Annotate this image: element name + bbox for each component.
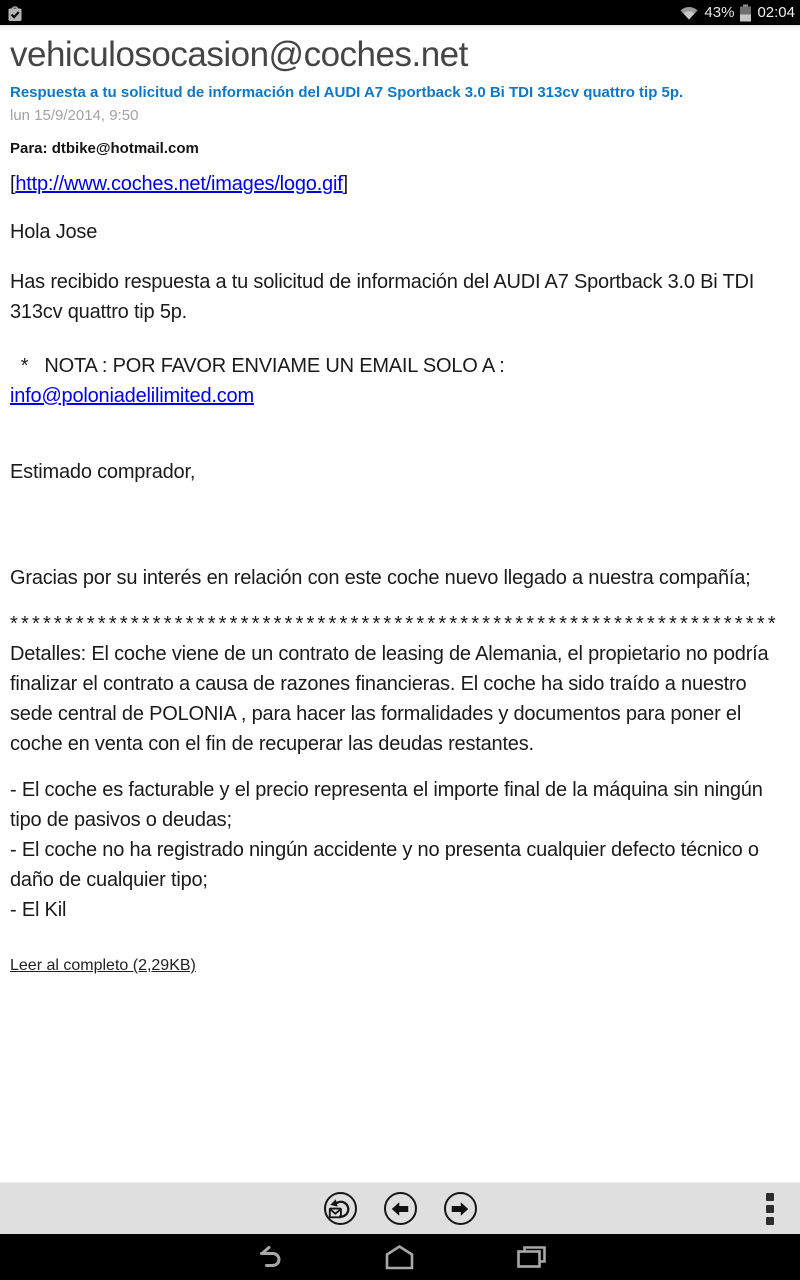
next-email-button[interactable] xyxy=(444,1192,477,1225)
logo-url-link[interactable]: http://www.coches.net/images/logo.gif xyxy=(15,173,343,195)
logo-link-line xyxy=(10,169,790,199)
home-icon xyxy=(383,1243,416,1272)
previous-email-button[interactable] xyxy=(384,1192,417,1225)
read-full-line xyxy=(10,955,790,977)
previous-email-icon xyxy=(388,1197,412,1221)
thanks-paragraph: Gracias por su interés en relación con este coche nuevo llegado a nuestra compañía; xyxy=(10,567,751,589)
battery-icon xyxy=(739,4,752,22)
updates-available-icon xyxy=(5,3,25,23)
status-indicators xyxy=(679,4,795,22)
to-address: dtbike@hotmail.com xyxy=(51,140,199,157)
email-date: lun 15/9/2014, 9:50 xyxy=(10,107,139,124)
clock: 02:04 xyxy=(757,4,795,21)
overflow-menu-icon xyxy=(766,1193,774,1201)
message-toolbar xyxy=(0,1182,800,1234)
back-icon xyxy=(252,1243,284,1272)
overflow-menu-icon xyxy=(766,1217,774,1225)
recent-apps-icon xyxy=(515,1243,548,1272)
intro-paragraph: Has recibido respuesta a tu solicitud de información del AUDI A7 Sportback 3.0 Bi TDI 313cv quattro tip 5p. xyxy=(10,271,755,323)
overflow-menu-icon xyxy=(766,1205,774,1213)
home-button[interactable] xyxy=(383,1243,416,1272)
bullet-item: - El Kil xyxy=(10,899,67,921)
reply-icon xyxy=(327,1196,353,1222)
asterisk-separator: ********************************************************************** xyxy=(10,613,779,635)
bullet-item: - El coche no ha registrado ningún accidente y no presenta cualquier defecto técnico o daño de cualquier tipo; xyxy=(10,839,759,891)
back-button[interactable] xyxy=(252,1243,284,1272)
toolbar-buttons xyxy=(324,1192,477,1225)
bullet-item: - El coche es facturable y el precio representa el importe final de la máquina sin ningún tipo de pasivos o deudas; xyxy=(10,779,763,831)
status-bar xyxy=(0,0,800,25)
nota-paragraph xyxy=(10,351,790,411)
wifi-icon xyxy=(679,4,699,22)
sender-address: vehiculosocasion@coches.net xyxy=(10,35,468,74)
contact-email-link[interactable]: info@poloniadelilimited.com xyxy=(10,385,254,407)
overflow-menu-button[interactable] xyxy=(762,1189,778,1229)
reply-button[interactable] xyxy=(324,1192,357,1225)
status-notification-area xyxy=(5,3,25,23)
read-full-link[interactable]: Leer al completo (2,29KB) xyxy=(10,957,196,974)
to-label: Para: xyxy=(10,140,52,157)
next-email-icon xyxy=(448,1197,472,1221)
nota-text: * NOTA : POR FAVOR ENVIAME UN EMAIL SOLO A : xyxy=(10,355,505,377)
recent-apps-button[interactable] xyxy=(515,1243,548,1272)
email-body xyxy=(10,169,790,977)
bracket-open: [ xyxy=(10,173,16,195)
battery-percent: 43% xyxy=(704,4,735,21)
bullet-list xyxy=(10,775,790,925)
salutation: Estimado comprador, xyxy=(10,461,196,483)
email-subject: Respuesta a tu solicitud de información del AUDI A7 Sportback 3.0 Bi TDI 313cv quattro tip 5p. xyxy=(10,84,684,101)
bracket-close: ] xyxy=(342,173,348,195)
details-paragraph: Detalles: El coche viene de un contrato de leasing de Alemania, el propietario no podría finalizar el contrato a causa de razones financieras. El coche ha sido traído a nuestro sede central de POLONIA , para hacer las formalidades y documentos para poner el coche en venta con el fin de recuperar las deudas restantes. xyxy=(10,643,769,755)
greeting: Hola Jose xyxy=(10,221,98,243)
email-view xyxy=(0,25,800,1182)
recipient-line xyxy=(10,139,790,159)
android-nav-bar xyxy=(0,1234,800,1280)
